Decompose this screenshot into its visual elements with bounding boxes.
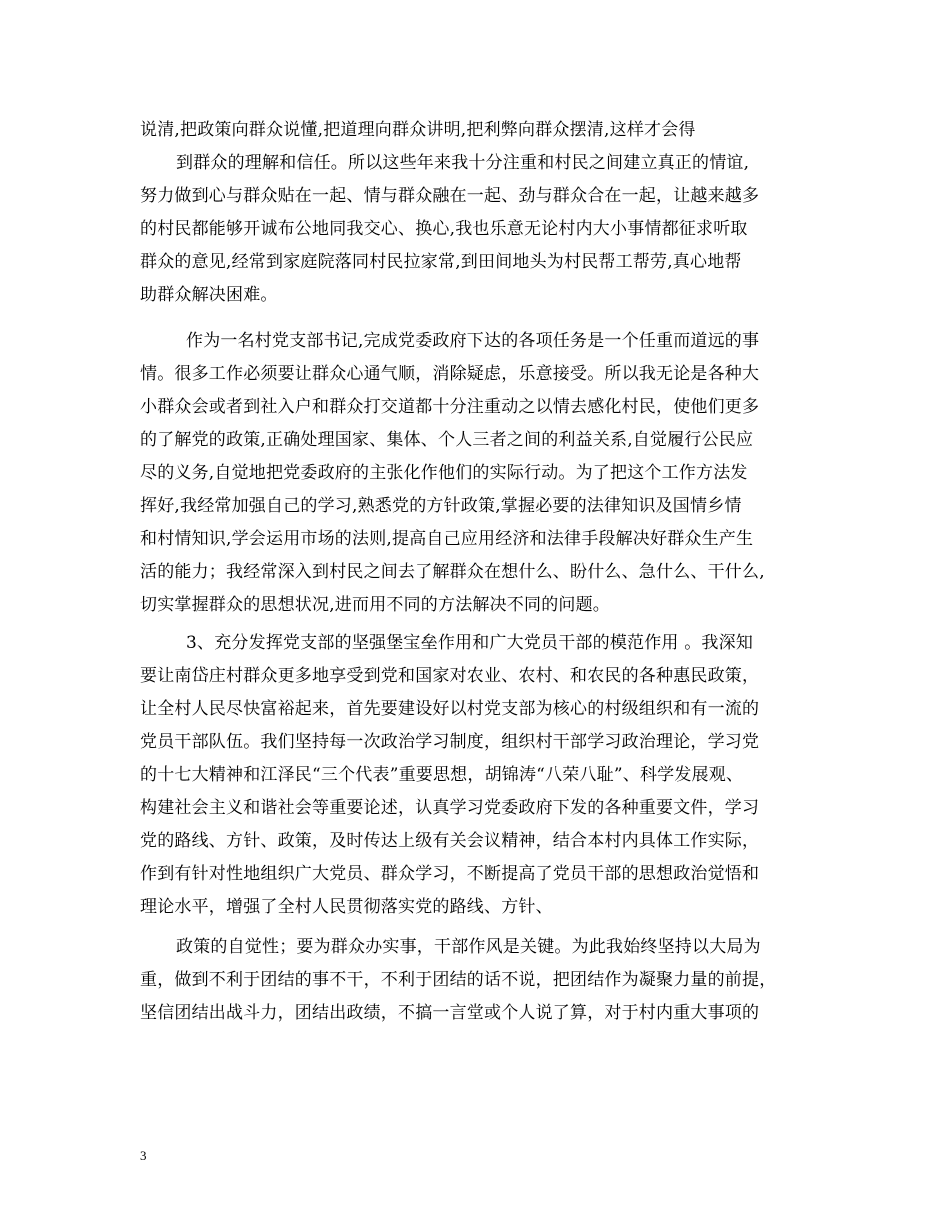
text-line: 作到有针对性地组织广大党员、群众学习，不断提高了党员干部的思想政治觉悟和 <box>140 864 760 884</box>
text-line: 挥好,我经常加强自己的学习,熟悉党的方针政策,掌握必要的法律知识及国情乡情 <box>140 496 742 516</box>
text-line: 说清,把政策向群众说懂,把道理向群众讲明,把利弊向群众摆清,这样才会得 <box>140 120 696 140</box>
text-line: 政策的自觉性；要为群众办实事，干部作风是关键。为此我始终坚持以大局为 <box>176 937 761 957</box>
text-line: 群众的意见,经常到家庭院落同村民拉家常,到田间地头为村民帮工帮劳,真心地帮 <box>140 252 742 272</box>
text-line: 党的路线、方针、政策，及时传达上级有关会议精神，结合本村内具体工作实际， <box>140 831 760 851</box>
text-line: 理论水平，增强了全村人民贯彻落实党的路线、方针、 <box>140 897 553 917</box>
text-line: 坚信团结出战斗力，团结出政绩，不搞一言堂或个人说了算，对于村内重大事项的 <box>140 1003 760 1023</box>
text-line: 的村民都能够开诚布公地同我交心、换心,我也乐意无论村内大小事情都征求听取 <box>140 219 748 239</box>
text-line: 助群众解决困难。 <box>140 285 278 305</box>
text-line: 活的能力；我经常深入到村民之间去了解群众在想什么、盼什么、急什么、干什么, <box>140 562 765 582</box>
text-line: 尽的义务,自觉地把党委政府的主张化作他们的实际行动。为了把这个工作方法发 <box>140 463 748 483</box>
text-line: 努力做到心与群众贴在一起、情与群众融在一起、劲与群众合在一起，让越来越多 <box>140 186 760 206</box>
text-line: 的了解党的政策,正确处理国家、集体、个人三者之间的利益关系,自觉履行公民应 <box>140 430 754 450</box>
page-number: 3 <box>140 1148 147 1163</box>
text-line: 切实掌握群众的思想状况,进而用不同的方法解决不同的问题。 <box>140 595 611 615</box>
text-line: 到群众的理解和信任。所以这些年来我十分注重和村民之间建立真正的情谊, <box>176 153 750 173</box>
text-line: 的十七大精神和江泽民“三个代表”重要思想，胡锦涛“八荣八耻”、科学发展观、 <box>140 765 744 785</box>
text-line: 党员干部队伍。我们坚持每一次政治学习制度，组织村干部学习政治理论，学习党 <box>140 732 760 752</box>
text-line: 情。很多工作必须要让群众心通气顺，消除疑虑，乐意接受。所以我无论是各种大 <box>140 364 760 384</box>
text-line: 和村情知识,学会运用市场的法则,提高自己应用经济和法律手段解决好群众生产生 <box>140 529 754 549</box>
text-line: 重，做到不利于团结的事不干，不利于团结的话不说，把团结作为凝聚力量的前提， <box>140 970 777 990</box>
text-line: 3、充分发挥党支部的坚强堡宝垒作用和广大党员干部的模范作用 。我深知 <box>186 633 754 653</box>
text-line: 作为一名村党支部书记,完成党委政府下达的各项任务是一个任重而道远的事 <box>186 331 760 351</box>
text-line: 小群众会或者到社入户和群众打交道都十分注重动之以情去感化村民，使他们更多 <box>140 397 760 417</box>
text-line: 要让南岱庄村群众更多地享受到党和国家对农业、农村、和农民的各种惠民政策， <box>140 666 760 686</box>
text-line: 构建社会主义和谐社会等重要论述，认真学习党委政府下发的各种重要文件，学习 <box>140 798 760 818</box>
text-line: 让全村人民尽快富裕起来，首先要建设好以村党支部为核心的村级组织和有一流的 <box>140 699 760 719</box>
